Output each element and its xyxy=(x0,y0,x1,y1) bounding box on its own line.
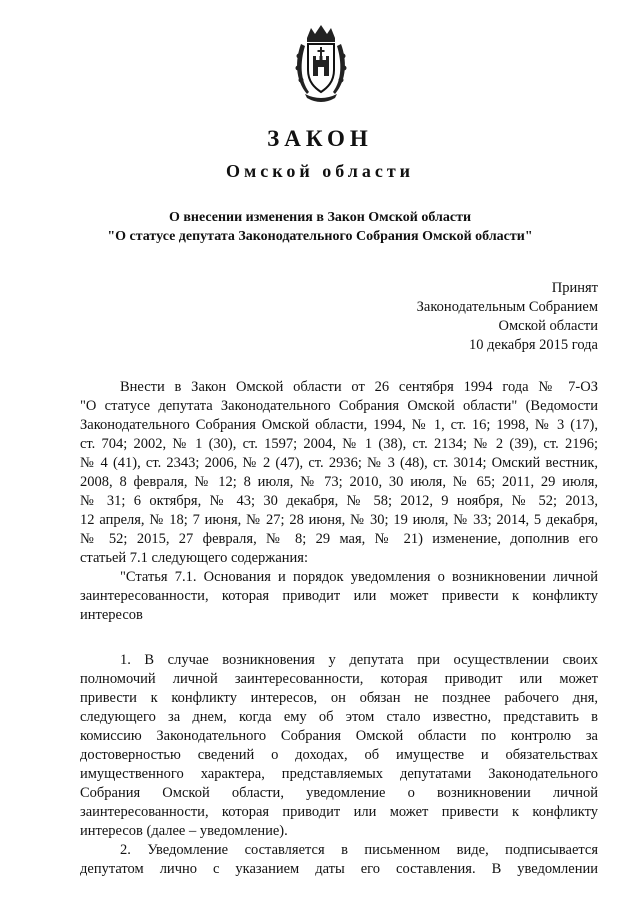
text-line: "Статья 7.1. Основания и порядок уведомления о возникновении личной xyxy=(120,569,598,585)
adoption-block xyxy=(417,279,598,355)
adoption-date: 10 декабря 2015 года xyxy=(469,337,598,353)
article-heading xyxy=(80,568,598,625)
text-line: Собрания Омской области, уведомление о возникновении личной xyxy=(80,785,598,801)
text-line: № 31; 6 октября, № 43; 30 декабря, № 58; 2012, 9 ноября, № 52; 2013, xyxy=(80,493,598,509)
text-line: имущественного характера, представляемых депутатами Законодательного xyxy=(80,766,598,782)
text-line: 1. В случае возникновения у депутата при осуществлении своих xyxy=(120,652,598,668)
text-line: следующего за днем, когда ему об этом стало известно, представить в xyxy=(80,709,598,725)
adopted-line-2: Законодательным Собранием xyxy=(416,299,598,315)
text-line: 2. Уведомление составляется в письменном виде, подписывается xyxy=(120,842,598,858)
adopted-line-3: Омской области xyxy=(498,318,598,334)
intro-paragraph xyxy=(80,378,598,568)
law-subject xyxy=(0,208,640,246)
text-line: Внести в Закон Омской области от 26 сентября 1994 года № 7-ОЗ xyxy=(120,379,598,395)
text-line: № 52; 2015, 27 февраля, № 8; 29 мая, № 21) изменение, дополнив его xyxy=(80,531,598,547)
text-line: интересов xyxy=(80,607,143,623)
subject-line-1: О внесении изменения в Закон Омской области xyxy=(168,210,472,225)
document-region: Омской области xyxy=(225,161,415,181)
text-line: ст. 704; 2002, № 1 (30), ст. 1597; 2004, № 1 (38), ст. 2134; № 2 (39), ст. 2196; xyxy=(80,436,598,452)
text-line: заинтересованности, которая приводит или может привести к конфликту xyxy=(80,804,598,820)
text-line: статьей 7.1 следующего содержания: xyxy=(80,550,308,566)
text-line: комиссию Законодательного Собрания Омской области по контролю за xyxy=(80,728,598,744)
text-line: 12 апреля, № 18; 7 июня, № 27; 28 июня, № 30; 19 июля, № 33; 2014, 5 декабря, xyxy=(80,512,598,528)
adopted-line-1: Принят xyxy=(551,280,598,296)
text-line: Законодательного Собрания Омской области, 1994, № 1, ст. 16; 1998, № 3 (17), xyxy=(80,417,598,433)
clause-1 xyxy=(80,651,598,841)
text-line: депутатом лично с указанием даты его составления. В уведомлении xyxy=(80,861,598,877)
subject-line-2: "О статусе депутата Законодательного Собрания Омской области" xyxy=(107,229,533,244)
text-line: полномочий личной заинтересованности, которая приводит или может xyxy=(80,671,598,687)
text-line: привести к конфликту интересов, он обязан не позднее рабочего дня, xyxy=(80,690,598,706)
text-line: 2008, 8 февраля, № 12; 8 июля, № 73; 2010, 30 июля, № 65; 2011, 29 июля, xyxy=(80,474,598,490)
clause-2 xyxy=(80,841,598,879)
coat-of-arms-icon xyxy=(293,22,349,102)
document-title: ЗАКОН xyxy=(267,126,373,151)
law-body xyxy=(80,378,598,879)
text-line: интересов (далее – уведомление). xyxy=(80,823,288,839)
text-line: "О статусе депутата Законодательного Собрания Омской области" (Ведомости xyxy=(80,398,598,414)
text-line: достоверностью сведений о доходах, об имуществе и обязательствах xyxy=(80,747,598,763)
text-line: заинтересованности, которая приводит или может привести к конфликту xyxy=(80,588,598,604)
text-line: № 4 (41), ст. 2343; 2006, № 2 (47), ст. 2936; № 3 (48), ст. 3014; Омский вестник, xyxy=(80,455,598,471)
